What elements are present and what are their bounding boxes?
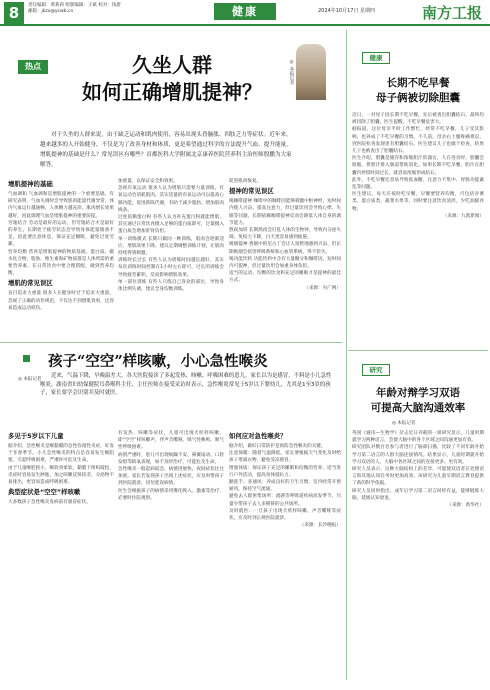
article2-column-3 [229,430,341,682]
article2-lead: 近来，气温下降，早晚温差大，各大医院接诊了多起发热、咳嗽、呼吸困难的患儿。家长以为是感冒，不料是小儿急性喉炎。湖南省妇幼保健院耳鼻喉科主任、主任医师在接受采访时表示，急性喉炎常见于5岁以下婴幼儿，尤其是1至3岁的孩子，家长要学会识别并及时就医。 [40,373,332,396]
paragraph: 勤洗手、多通风：养成良好的卫生习惯，室内经常开窗通风，保持空气流通。 [229,480,341,493]
paragraph: 研究人员表示，这种大脑结构上的差异，可能使双语者在处理语言和其他认知任务时更加高效。该研究为儿童早期语言教育提供了新的科学依据。 [352,467,484,487]
paragraph: 训练时长过长 有些人认为训练时间越长越好，其实每次训练时间控制在1小时左右即可，过长的训练会导致疲劳累积，反而影响增肌效果。 [118,258,224,278]
paragraph: 单一训练模式 长期只做同一种训练，肌肉会逐渐适应，增肌效果下降。建议定期调整训练计划，让肌肉持续得到刺激。 [118,236,224,257]
right1-tag: 健康 [362,52,390,64]
paragraph: 急性喉炎一般起病较急，病情进展快，夜间症状往往加重。家长若发现孩子出现上述症状，应及时带孩子到医院就诊，切勿延误病情。 [118,467,224,487]
article1-subhead: 增肌提神的基础 [8,180,53,188]
paragraph: 据报道，这位母亲平时工作繁忙，经常不吃早餐，儿子受其影响，也养成了不吃早餐的习惯。不久前，母亲右上腹疼痛难忍，到医院检查发现患有胆囊结石。医生建议儿子也做个检查，结果儿子也被查出了胆囊结石。 [352,127,484,155]
paragraph: 据介绍，急性喉炎是喉黏膜的急性弥漫性炎症，好发于冬春季节。小儿急性喉炎的特点是容易发生喉阻塞，引起呼吸困难，严重时可危及生命。 [8,444,114,464]
hot-topic-tag [18,50,48,82]
right2-byline: ◎ 本报记者 [392,421,416,426]
paragraph: 医生会根据孩子的病情采用雾化吸入、激素等治疗，必要时住院观察。 [118,488,224,501]
article1-column-1 [8,178,114,338]
paragraph: 大多数孩子急性喉炎发病前有感冒症状。 [8,500,91,506]
paragraph: 近日，一对母子因长期不吃早餐，先后被查出胆囊结石，最终均被切除了胆囊。医生提醒，不吃早餐危害大。 [352,113,484,126]
page-header [0,0,490,26]
source-note: （来源：长沙晚报） [299,523,341,529]
source-note: （来源：新华社） [447,503,484,509]
paragraph: 单一部位训练 有些人只练自己喜欢的部位，导致身体比例失调，建议全身均衡训练。 [118,279,224,293]
paragraph: 英国《通讯—生物学》杂志近日刊载的一项研究显示，儿童时期就学习两种语言，会使大脑中的各个区域之间沟通更加有效。 [352,431,484,444]
article2-title: 孩子“空空”样咳嗽，小心急性喉炎 [48,353,268,370]
section-tag: 健康 [214,3,276,20]
paragraph: 喝咖啡提神 咖啡中的咖啡因能够刺激中枢神经，短时间内使人兴奋、提高注意力，但过量饮用会导致心悸、失眠等问题，长期依赖咖啡提神反而会降低人体自身的调节能力。 [229,199,341,226]
right1-title [350,76,486,106]
right1-title-line1: 长期不吃早餐 [386,77,450,89]
paragraph: 劳逸结合 劳动是最好的运动，但劳逸结合才是最好的养生。长期处于疲劳状态会导致身体能量储备不足，因此要注意休息，保证充足睡眠，避免过度劳累。 [8,220,114,248]
paragraph: 及时就医：一旦孩子出现犬吠样咳嗽、声音嘶哑等症状，应及时到正规医院就诊。 [229,508,341,522]
editor-line: 责任编辑：黄莉莉 组版编辑：王斌 校对：钱唐 [28,3,121,8]
article2-subhead: 如何应对急性喉炎？ [229,432,287,440]
article1-byline: ◎ 本报记者 [289,60,294,85]
right2-tag: 研究 [362,364,390,376]
article1-column-3 [229,178,341,338]
paragraph: 喝功能饮料 功能饮料中含有大量糖分和咖啡因，短时间内可提神，但过量饮用会加重身体负担。 [229,256,341,270]
issue-date: 2024年10月17日 星期四 [318,8,376,14]
article2-marker [23,355,30,362]
email-line: 邮箱：jkzx@ycwb.cn [28,9,74,14]
paragraph: 研究团队对数百名参与者进行了脑部扫描，比较了不同年龄开始学习第二语言的人群大脑连接情况。结果显示，儿童时期就开始学习双语的人，大脑中各区域之间的连接更多、更有效。 [352,445,484,465]
paragraph: 由于儿童喉腔狭小，喉软骨柔软，黏膜下组织疏松，炎症时容易发生肿胀，加之咳嗽反射较差，分泌物不易排出，更容易造成呼吸困难。 [8,465,114,486]
paragraph: 过度依赖蛋白粉 有些人认为补充蛋白粉就能增肌，其实通过日常饮食摄入足够的蛋白质即可，过量摄入蛋白质会增加肝肾负担。 [118,215,224,235]
right2-title [350,386,486,416]
paragraph: 熬夜加班 长期熬夜会打乱人体的生物钟，导致内分泌失调、免疫力下降，白天更容易感到疲倦。 [229,228,341,241]
paragraph: 加重量，以保证安全和效果。 [118,179,178,184]
article1-subhead: 增肌的常见误区 [8,279,53,288]
page-number: 8 [4,2,24,24]
article1-photo [296,44,326,100]
article-divider [0,342,342,343]
right-divider [348,350,488,351]
right1-title-line2: 母子俩被切除胆囊 [376,92,460,104]
paragraph: 医生介绍，胆囊是储存和浓缩胆汁的器官，人在进食时，胆囊会收缩，将胆汁排入肠道帮助消化。如果长期不吃早餐，胆汁在胆囊内停留时间过长，就容易浓缩形成结石。 [352,156,484,176]
article2-byline: ◎ 本报记者 [18,377,42,382]
newspaper-brand: 南方工报 [421,4,482,22]
article2-column-1 [8,430,114,682]
paragraph: 此外，不吃早餐还容易导致低血糖、注意力不集中、胃肠功能紊乱等问题。 [352,177,484,191]
paragraph: 忽视有氧运动 很多人认为增肌只需要力量训练，有氧运动会消耗肌肉。其实适量的有氧运动可以提高心肺功能，促进新陈代谢，有助于减少脂肪、增加肌肉线条。 [118,186,224,213]
header-rule [0,24,490,26]
paragraph: 吸烟提神 香烟中的尼古丁会让人短暂地感到兴奋，但长期吸烟会损害呼吸系统和心血管系统，得不偿失。 [229,242,341,255]
article1-lead: 对于久坐的人群来说，由于缺乏运动和肌肉使用，容易出现头昏脑胀、四肢乏力等症状。近年来，越来越多的人开始健身，不仅是为了改善身材和体质，更是希望通过科学的方法提升气血、提升能量。增肌提神的基础是什么？常见误区有哪些？首都医科大学附属北京康养医院营养科主治医师殷鹏为大家解答。 [40,132,292,168]
source-note: （来源：九派新闻） [442,213,484,219]
article1-title [62,52,282,106]
paragraph: 增强体质：保证孩子充足的睡眠和均衡的营养，适当进行户外活动，提高身体抵抗力。 [229,465,341,478]
paragraph: 研究人员同时指出，成年后学习第二语言同样有益，能够锻炼大脑、延缓认知衰退。 [352,488,484,501]
column-divider [346,30,347,680]
paragraph: 促进肌肉恢复。 [229,179,262,184]
paragraph: 病情严重时，患儿可出现烦躁不安、鼻翼扇动、口唇发绀等缺氧表现，如不及时治疗，可能危及生命。 [118,452,224,465]
article1-title-line1: 久坐人群 [132,53,212,77]
right2-body [352,430,484,682]
paragraph: 避免去人群密集场所：流感等呼吸道疾病高发季节，尽量少带孩子去人多拥挤的公共场所。 [229,494,341,507]
right2-title-line1: 年龄对辩学习双语 [376,387,460,399]
paragraph: 气血调和 气血调和是增肌提神的一个重要基础。有研究表明，气血失调时会导致肌肉能量代谢异常，体内气血运行越通畅，人体精力越充沛，肌肉增长效果越好，因此调理气血是增肌提神的重要前提。 [8,192,114,219]
article2-column-2 [118,430,224,682]
article1-column-2 [118,178,224,338]
article2-subhead: 多见于5岁以下儿童 [8,432,64,440]
paragraph: 医生建议，每天应按时吃早餐，早餐要营养均衡，可包括谷薯类、蛋白质类、蔬菜水果等，同时要注意饮食清淡，少吃油腻食物。 [352,192,484,212]
source-note: （来源：央广网） [304,285,341,291]
article1-title-line2: 如何正确增肌提神？ [82,80,262,104]
paragraph: 营养均衡 营养是增肌提神的物质基础。蛋白质、碳水化合物、脂肪、维生素和矿物质都是人体所需的重要营养素，在日常饮食中要合理搭配，做到营养均衡。 [8,249,114,277]
article1-subhead: 提神的常见误区 [229,187,274,196]
editor-credits [28,3,121,15]
right1-body [352,112,484,344]
paragraph: 盲目追求大重量 很多人在健身时过于追求大重量，忽视了正确的动作规范，不仅达不到增肌效果，还容易造成运动损伤。 [8,291,114,311]
paragraph: 注意保暖：随着气温降低，家长要根据天气变化及时给孩子增减衣物，避免受凉感冒。 [229,451,341,464]
paragraph: 有发热、咳嗽等症状，儿童可出现犬吠样咳嗽，即“空空”样咳嗽声，伴声音嘶哑、吸气性喉鸣、吸气性呼吸困难。 [118,431,224,451]
paragraph: 据介绍，做好日常防护是预防急性喉炎的关键。 [229,444,326,449]
hot-topic-label: 热点 [18,60,48,74]
article2-subhead: 典型症状是“空空”样咳嗽 [8,488,81,497]
right2-title-line2: 可提高大脑沟通效率 [370,402,466,414]
paragraph: 适当的运动、均衡的饮食和充足的睡眠才是提神的最佳方式。 [229,271,341,284]
